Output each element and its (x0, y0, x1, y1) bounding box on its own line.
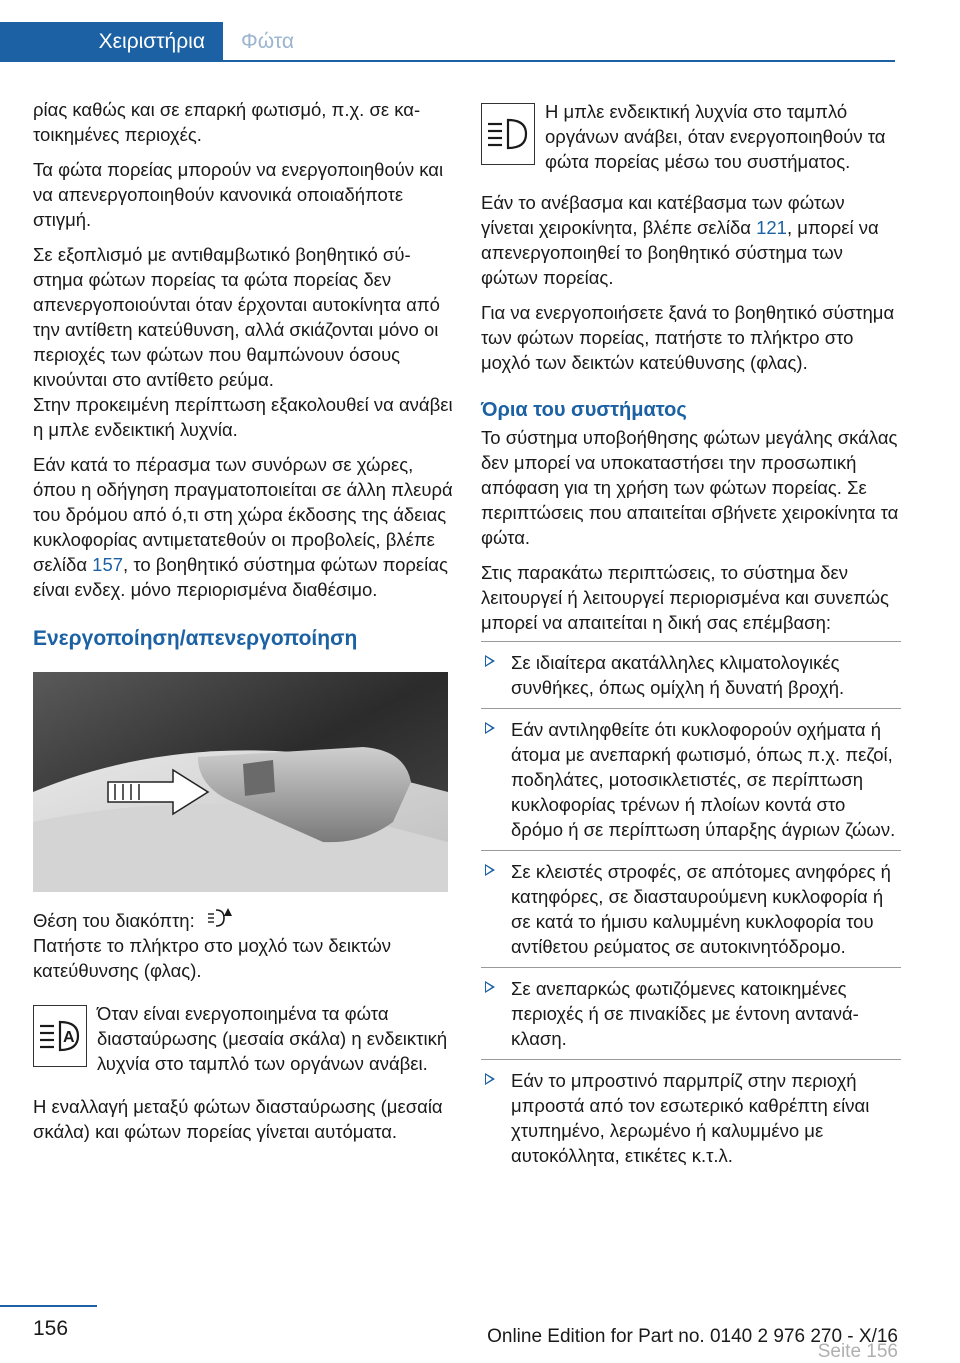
footer-divider (0, 1305, 97, 1307)
limitations-list (481, 641, 901, 1176)
page-number: 156 (33, 1317, 69, 1340)
paragraph (33, 452, 453, 602)
edition-note: Online Edition for Part no. 0140 2 976 270 - X/16 (487, 1326, 898, 1347)
paragraph: Για να ενεργοποιήσετε ξανά το βοηθητικό σύστημα των φώτων πορείας, πατήστε το πλήκτρο στο μοχλό των δεικτών κατεύθυνσης (φλας). (481, 302, 895, 373)
high-beam-assistant-icon (206, 906, 236, 930)
paragraph: Πατήστε το πλήκτρο στο μοχλό των δεικτών κατεύθυνσης (φλας). (33, 935, 392, 981)
text: Η μπλε ενδεικτική λυχνία στο ταμπλό οργάνων ανάβει, όταν ενεργοποιηθούν τα φώτα πορείας μέσω του συστήματος. (545, 101, 886, 172)
page-link[interactable]: 157 (92, 554, 124, 575)
paragraph: Η εναλλαγή μεταξύ φώτων διασταύρωσης (μεσαία σκάλα) και φώτων πορείας γίνεται αυτόματα. (33, 1096, 443, 1142)
text: Σε ανεπαρκώς φωτιζόμενες κατοικημένες περιοχές ή σε πινακίδες με έντονη αντανάκλαση. (511, 978, 859, 1049)
paragraph: Τα φώτα πορείας μπορούν να ενεργοποιηθούν και να απενεργοποιηθούν κανονικά οποιαδήποτε στιγμή. (33, 159, 444, 230)
paragraph: Στην προκειμένη περίπτωση εξακολουθεί να ανάβει η μπλε ενδεικτική λυχνία. (33, 394, 453, 440)
text: , μπορεί να απενεργοποιηθεί το βοηθητικό σύστημα των φώτων πορείας. (481, 217, 879, 288)
text: Σε κλειστές στροφές, σε απότομες ανηφόρες ή κατηφόρες, σε διασταυρούμενη κυκλοφορία ή σε κατά το ήμισυ καλυμμένη κυκλοφορία του αντίθετου ρεύματος σε αυτοκινητόδρομο. (511, 861, 891, 957)
section-title: Ενεργοποίηση/απενεργοποίηση (33, 627, 358, 650)
list-item (481, 641, 901, 708)
high-beam-indicator-icon (482, 104, 536, 166)
bullet-arrow-icon (485, 655, 495, 667)
text: Εάν το μπροστινό παρμπρίζ στην περιοχή μπροστά από τον εσωτερικό καθρέπτη είναι χτυπημένο, λερωμένο ή καλυμμένο με αυτοκόλλητα, ετικέτες κ.τ.λ. (511, 1070, 870, 1166)
breadcrumb-section[interactable]: Φώτα (241, 30, 294, 53)
auto-high-beam-indicator-icon (34, 1006, 88, 1068)
text: Σε ιδιαίτερα ακατάλληλες κλιματολογικές συνθήκες, όπως ομίχλη ή δυνατή βροχή. (511, 652, 845, 698)
breadcrumb-chapter[interactable]: Χειριστήρια (0, 22, 223, 60)
bullet-arrow-icon (485, 722, 495, 734)
list-item (481, 1059, 901, 1176)
bullet-arrow-icon (485, 864, 495, 876)
list-item (481, 850, 901, 967)
paragraph (33, 906, 453, 933)
list-item (481, 967, 901, 1059)
bullet-arrow-icon (485, 1073, 495, 1085)
list-item (481, 708, 901, 850)
subsection-title: Όρια του συστήματος (481, 399, 687, 421)
indicator-box (481, 103, 535, 165)
text: Εάν κατά το πέρασμα των συνόρων σε χώρες, όπου η οδήγηση πραγματοποιείται σε άλλη πλευρά του δρόμου από ό,τι στη χώρα έκδοσης της άδειας κυκλοφορίας αντιμετατεθούν οι προβολείς, βλέπε σελίδα (33, 454, 453, 575)
turn-signal-lever-photo (33, 672, 448, 892)
watermark: Seite 156 (817, 1341, 898, 1362)
paragraph: Το σύστημα υποβοήθησης φώτων μεγάλης σκάλας δεν μπορεί να υποκαταστήσει την προσωπική απόφαση για τη χρήση των φώτων πορείας. Σε περιπτώσεις που απαιτείται σβήνετε χειροκίνητα τα φώτα. (481, 427, 899, 548)
svg-text:A: A (63, 1029, 75, 1046)
indicator-box (33, 1005, 87, 1067)
paragraph: Σε εξοπλισμό με αντιθαμβωτικό βοηθητικό σύστημα φώτων πορείας τα φώτα πορείας δεν απενεργοποιούνται όταν έρχονται αυτοκίνητα από την αντίθετη κατεύθυνση, αλλά σκιάζονται μόνο οι περιοχές των φώτων που θαμπώνουν όσους κινούνται στο αντίθετο ρεύμα. (33, 244, 440, 390)
lever-illustration (33, 672, 448, 892)
text: Εάν το ανέβασμα και κατέβασμα των φώτων γίνεται χειροκίνητα, βλέπε σελίδα (481, 192, 845, 238)
text: Όταν είναι ενεργοποιημένα τα φώτα διασταύρωσης (μεσαία σκάλα) η ενδεικτική λυχνία στο ταμπλό των οργάνων ανάβει. (97, 1003, 448, 1074)
switch-position-label: Θέση του διακόπτη: (33, 910, 195, 931)
header-bar (0, 22, 895, 62)
indicator-note (481, 99, 901, 174)
page-link[interactable]: 121 (756, 217, 787, 238)
left-column (33, 97, 453, 1154)
right-column (481, 97, 901, 1176)
paragraph: Στις παρακάτω περιπτώσεις, το σύστημα δεν λειτουργεί ή λειτουργεί περιορισμένα και συνεπώς μπορεί να απαιτείται η δική σας επέμβαση: (481, 562, 889, 633)
text: , το βοηθητικό σύστημα φώτων πορείας είναι ενδεχ. μόνο περιορισμένα διαθέσιμο. (33, 554, 448, 600)
indicator-note (33, 1001, 453, 1076)
paragraph (481, 190, 901, 290)
text: Εάν αντιληφθείτε ότι κυκλοφορούν οχήματα ή άτομα με ανεπαρκή φωτισμό, όπως π.χ. πεζοί, ποδηλάτες, μοτοσικλετιστές, σε περίπτωση κυκλοφορίας τρένων ή πλοίων κοντά στο δρόμο ή σε περίπτωση ύπαρξης άγριων ζώων. (511, 719, 896, 840)
paragraph: ρίας καθώς και σε επαρκή φωτισμό, π.χ. σε κατοικημένες περιοχές. (33, 99, 421, 145)
bullet-arrow-icon (485, 981, 495, 993)
